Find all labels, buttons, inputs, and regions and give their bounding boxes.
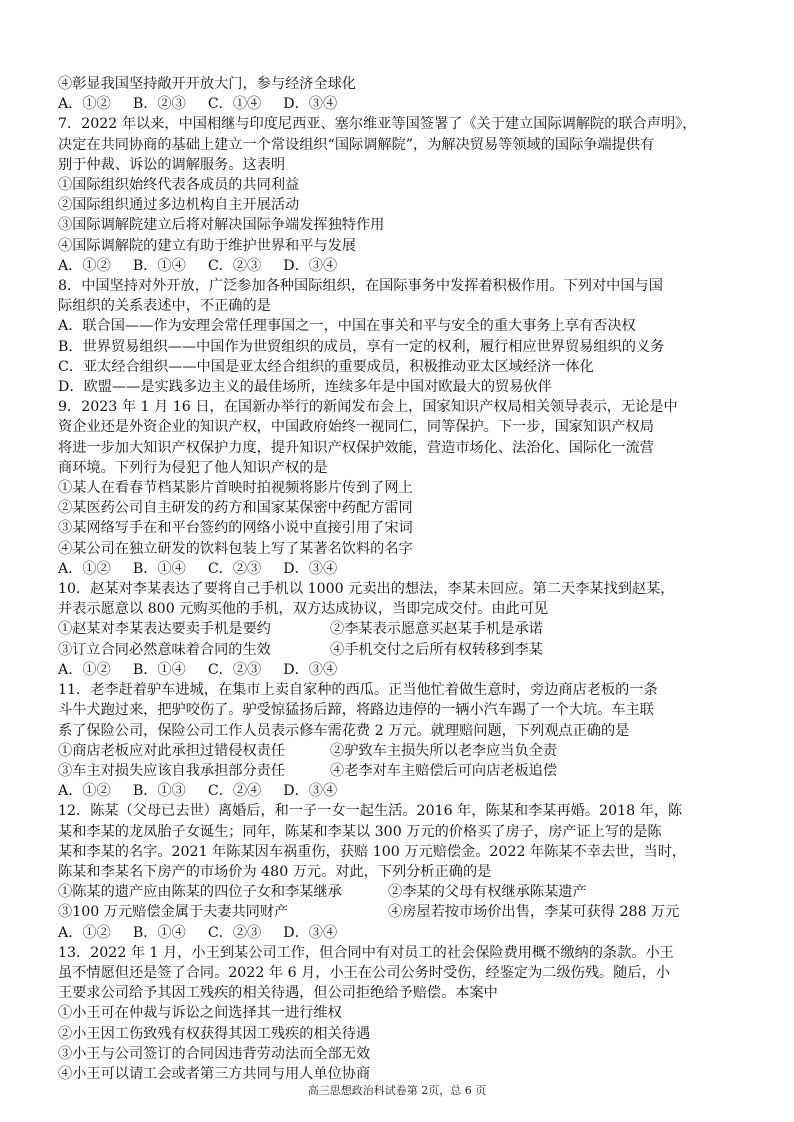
q7-item-1: ①国际组织始终代表各成员的共同利益	[58, 177, 300, 194]
q10-option-a: A．①②	[58, 661, 111, 678]
q7-options	[58, 256, 748, 276]
q13-stem-3: 王要求公司给予其因工残疾的相关待遇，但公司拒绝给予赔偿。本案中	[58, 985, 498, 1002]
q11-item-4: ④老李对车主赔偿后可向店老板追偿	[330, 762, 558, 779]
q13-stem-2: 虽不情愿但还是签了合同。2022 年 6 月，小王在公司公务时受伤，经鉴定为二级伤残。随后，小	[58, 964, 670, 981]
q9-item-3: ③某网络写手在和平台签约的网络小说中直接引用了宋词	[58, 520, 413, 537]
q10-option-b: B．①④	[132, 661, 186, 678]
q9-option-c: C．②③	[207, 560, 262, 577]
q11-option-a: A．①②	[58, 783, 111, 800]
q13-item-2: ②小王因工伤致残有权获得其因工残疾的相关待遇	[58, 1025, 371, 1042]
q9-item-4: ④某公司在独立研发的饮料包装上写了某著名饮料的名字	[58, 540, 413, 557]
q13-item-3: ③小王与公司签订的合同因违背劳动法而全部无效	[58, 1045, 371, 1062]
q10-items-row-1	[58, 619, 748, 639]
q11-stem-1: 11．老李赶着驴车进城，在集市上卖自家种的西瓜。正当他忙着做生意时，旁边商店老板的一条	[58, 682, 658, 699]
q9-stem-1: 9．2023 年 1 月 16 日，在国新办举行的新闻发布会上，国家知识产权局相关领导表示，无论是中	[58, 399, 678, 416]
q9-option-d: D．③④	[283, 560, 338, 577]
q9-stem-3: 将进一步加大知识产权保护力度，提升知识产权保护效能，营造市场化、法治化、国际化一流营	[58, 439, 654, 456]
q10-item-3: ③订立合同必然意味着合同的生效	[58, 641, 271, 658]
q12-stem-1: 12．陈某（父母已去世）离婚后，和一子一女一起生活。2016 年，陈某和李某再婚。2018 年，陈	[58, 803, 683, 820]
q11-item-1: ①商店老板应对此承担过错侵权责任	[58, 742, 286, 759]
q11-option-b: B．①③	[132, 783, 186, 800]
q7-option-c: C．②③	[207, 257, 262, 274]
q12-item-3: ③100 万元赔偿金属于夫妻共同财产	[58, 904, 289, 921]
q12-items-row-1	[58, 882, 748, 902]
exam-page	[58, 74, 748, 1084]
q9-option-a: A．①②	[58, 560, 111, 577]
q12-options	[58, 923, 748, 943]
q7-option-d: D．③④	[283, 257, 338, 274]
q11-options	[58, 781, 748, 801]
q10-stem-1: 10．赵某对李某表达了要将自己手机以 1000 元卖出的想法，李某未回应。第二天李某找到赵某，	[58, 581, 675, 598]
q8-choice-c: C．亚太经合组织——中国是亚太经合组织的重要成员，积极推动亚太区域经济一体化	[58, 358, 594, 375]
q9-item-1: ①某人在看春节档某影片首映时拍视频将影片传到了网上	[58, 480, 413, 497]
q10-item-2: ②李某表示愿意买赵某手机是承诺	[330, 621, 543, 638]
q6-option-d: D．③④	[283, 96, 338, 113]
q11-item-3: ③车主对损失应该自我承担部分责任	[58, 762, 286, 779]
q7-item-3: ③国际调解院建立后将对解决国际争端发挥独特作用	[58, 217, 385, 234]
q7-stem-3: 别于仲裁、诉讼的调解服务。这表明	[58, 156, 286, 173]
q11-items-row-1	[58, 741, 748, 761]
q11-items-row-2	[58, 761, 748, 781]
q8-choice-d: D．欧盟——是实践多边主义的最佳场所，连续多年是中国对欧最大的贸易伙伴	[58, 379, 552, 396]
q9-options	[58, 559, 748, 579]
q11-stem-3: 系了保险公司，保险公司工作人员表示修车需花费 2 万元。就理赔问题，下列观点正确的是	[58, 722, 630, 739]
q7-item-4: ④国际调解院的建立有助于维护世界和平与发展	[58, 237, 356, 254]
q10-options	[58, 660, 748, 680]
q7-option-a: A．①②	[58, 257, 111, 274]
q12-stem-4: 陈某和李某名下房产的市场价为 480 万元。对此，下列分析正确的是	[58, 863, 492, 880]
q12-option-a: A．①②	[58, 924, 111, 941]
q12-stem-3: 某和李某的名字。2021 年陈某因车祸重伤，获赔 100 万元赔偿金。2022 年陈某不幸去世，当时，	[58, 843, 687, 860]
q11-option-c: C．②④	[207, 783, 262, 800]
q8-choice-a: A．联合国——作为安理会常任理事国之一，中国在事关和平与安全的重大事务上享有否决权	[58, 318, 636, 335]
q11-stem-2: 斗牛犬跑过来，把驴咬伤了。驴受惊猛扬后蹄，将路边违停的一辆小汽车踢了一个大坑。车主联	[58, 702, 654, 719]
q9-option-b: B．①④	[132, 560, 186, 577]
q6-item-4: ④彰显我国坚持敞开开放大门，参与经济全球化	[58, 76, 356, 92]
q10-item-1: ①赵某对李某表达要卖手机是要约	[58, 621, 271, 638]
q13-item-4: ④小王可以请工会或者第三方共同与用人单位协商	[58, 1065, 371, 1082]
q12-option-d: D．③④	[283, 924, 338, 941]
q10-option-d: D．③④	[283, 661, 338, 678]
q10-option-c: C．②③	[207, 661, 262, 678]
q8-stem-2: 际组织的关系表述中，不正确的是	[58, 298, 271, 315]
q12-option-c: C．②③	[207, 924, 262, 941]
q11-item-2: ②驴致车主损失所以老李应当负全责	[330, 742, 558, 759]
q12-option-b: B．①④	[132, 924, 186, 941]
q9-stem-2: 资企业还是外资企业的知识产权，中国政府始终一视同仁，同等保护。下一步，国家知识产权局	[58, 419, 654, 436]
q10-item-4: ④手机交付之后所有权转移到李某	[330, 641, 543, 658]
q12-stem-2: 某和李某的龙凤胎子女诞生；同年，陈某和李某以 300 万元的价格买了房子，房产证上写的是陈	[58, 823, 662, 840]
q12-item-1: ①陈某的遗产应由陈某的四位子女和李某继承	[58, 884, 342, 901]
q12-item-2: ②李某的父母有权继承陈某遗产	[388, 884, 587, 901]
q7-item-2: ②国际组织通过多边机构自主开展活动	[58, 197, 300, 214]
q8-stem-1: 8．中国坚持对外开放，广泛参加各种国际组织，在国际事务中发挥着积极作用。下列对中国与国	[58, 278, 663, 295]
q6-option-c: C．①④	[207, 96, 262, 113]
q8-choice-b: B．世界贸易组织——中国作为世贸组织的成员，享有一定的权利，履行相应世界贸易组织的义务	[58, 338, 665, 355]
q12-items-row-2	[58, 902, 748, 922]
q11-option-d: D．③④	[283, 783, 338, 800]
q7-stem-2: 决定在共同协商的基础上建立一个常设组织“国际调解院”，为解决贸易等领域的国际争端提供有	[58, 136, 655, 153]
q10-items-row-2	[58, 640, 748, 660]
q13-item-1: ①小王可在仲裁与诉讼之间选择其一进行维权	[58, 1005, 342, 1022]
q6-option-a: A．①②	[58, 96, 111, 113]
q6-option-b: B．②③	[132, 96, 186, 113]
q7-stem-1: 7．2022 年以来，中国相继与印度尼西亚、塞尔维亚等国签署了《关于建立国际调解院的联合声明》，	[58, 116, 697, 133]
page-footer: 高三思想政治科试卷第 2页，总 6 页	[307, 1084, 487, 1097]
q9-item-2: ②某医药公司自主研发的药方和国家某保密中药配方雷同	[58, 500, 413, 517]
q7-option-b: B．①④	[132, 257, 186, 274]
q13-stem-1: 13．2022 年 1 月，小王到某公司工作，但合同中有对员工的社会保险费用概不缴纳的条款。小王	[58, 944, 674, 961]
q6-options	[58, 94, 748, 114]
q10-stem-2: 并表示愿意以 800 元购买他的手机，双方达成协议，当即完成交付。由此可见	[58, 601, 549, 618]
q9-stem-4: 商环境。下列行为侵犯了他人知识产权的是	[58, 459, 328, 476]
q12-item-4: ④房屋若按市场价出售，李某可获得 288 万元	[388, 904, 680, 921]
